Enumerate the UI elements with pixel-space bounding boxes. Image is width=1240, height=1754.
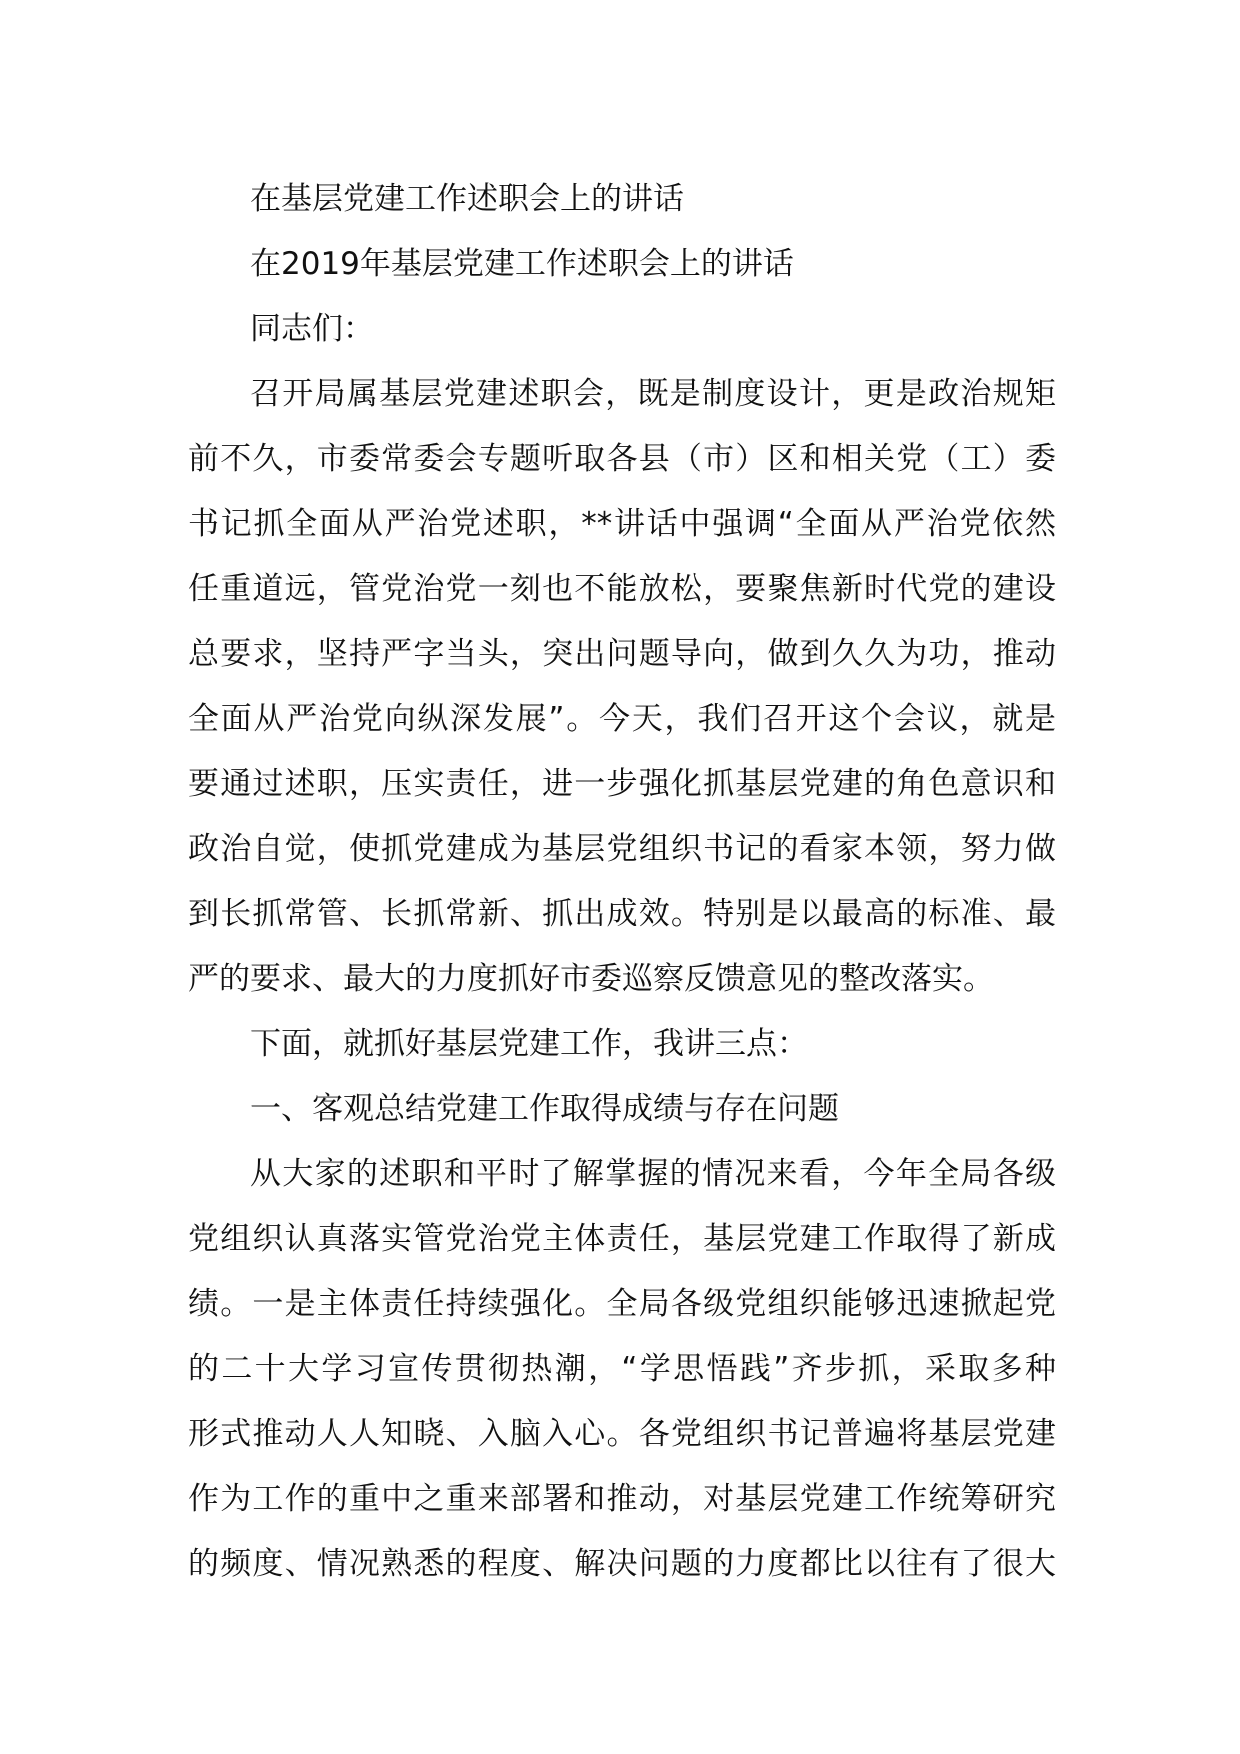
paragraph-line: 党组织认真落实管党治党主体责任，基层党建工作取得了新成 [188,1221,1056,1257]
paragraph-line: 总要求，坚持严字当头，突出问题导向，做到久久为功，推动 [188,636,1056,672]
paragraph-line: 要通过述职，压实责任，进一步强化抓基层党建的角色意识和 [188,766,1056,802]
paragraph-line: 的二十大学习宣传贯彻热潮，“学思悟践”齐步抓，采取多种 [188,1351,1056,1387]
paragraph-line: 书记抓全面从严治党述职，**讲话中强调“全面从严治党依然 [188,506,1056,542]
paragraph-line: 下面，就抓好基层党建工作，我讲三点： [250,1026,808,1062]
paragraph-line: 前不久，市委常委会专题听取各县（市）区和相关党（工）委 [188,441,1056,477]
paragraph-transition [188,1012,1056,1077]
paragraph-line: 政治自觉，使抓党建成为基层党组织书记的看家本领，努力做 [188,831,1056,867]
greeting: 同志们： [250,311,374,347]
paragraph-intro [188,362,1056,1012]
paragraph-line: 从大家的述职和平时了解掌握的情况来看，今年全局各级 [250,1156,1056,1192]
section-heading: 一、客观总结党建工作取得成绩与存在问题 [250,1091,839,1127]
paragraph-line: 全面从严治党向纵深发展”。今天，我们召开这个会议，就是 [188,701,1056,737]
paragraph-line: 的频度、情况熟悉的程度、解决问题的力度都比以往有了很大 [188,1546,1056,1582]
document-title: 在基层党建工作述职会上的讲话 [250,181,684,217]
paragraph-line: 形式推动人人知晓、入脑入心。各党组织书记普遍将基层党建 [188,1416,1056,1452]
paragraph-section-1 [188,1142,1056,1597]
paragraph-line: 召开局属基层党建述职会，既是制度设计，更是政治规矩 [250,376,1056,412]
section-heading-1 [188,1077,1056,1142]
paragraph-line: 任重道远，管党治党一刻也不能放松，要聚焦新时代党的建设 [188,571,1056,607]
paragraph-line: 严的要求、最大的力度抓好市委巡察反馈意见的整改落实。 [188,961,994,997]
paragraph-line: 到长抓常管、长抓常新、抓出成效。特别是以最高的标准、最 [188,896,1056,932]
paragraph-line: 绩。一是主体责任持续强化。全局各级党组织能够迅速掀起党 [188,1286,1056,1322]
paragraph-line: 作为工作的重中之重来部署和推动，对基层党建工作统筹研究 [188,1481,1056,1517]
document-subtitle: 在2019年基层党建工作述职会上的讲话 [250,246,794,282]
document-body [188,167,1056,1597]
